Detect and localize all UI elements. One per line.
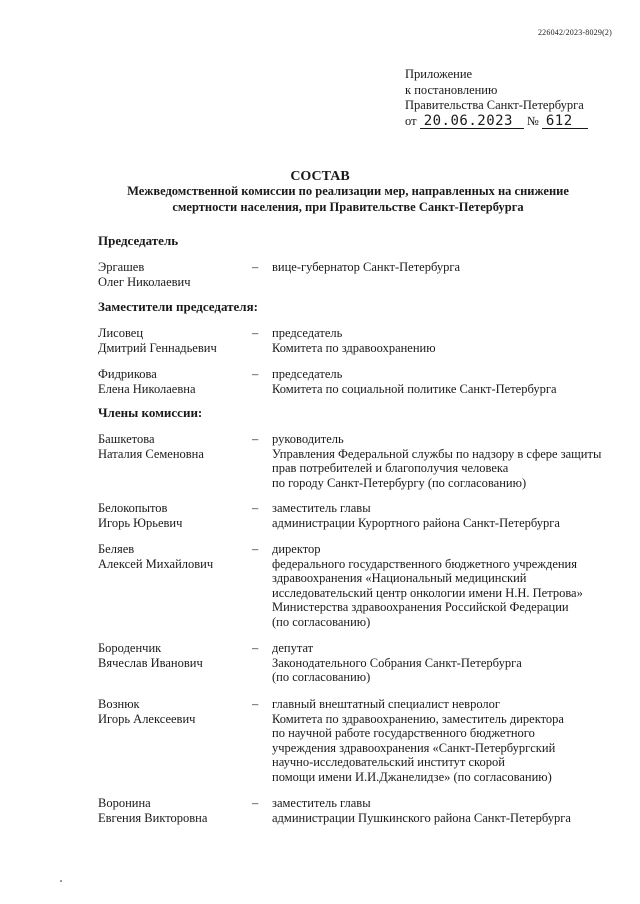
member-dash: – [252, 367, 259, 381]
position-line: главный внештатный специалист невролог [272, 697, 501, 711]
member-position [272, 260, 617, 275]
member-given-names: Игорь Алексеевич [98, 711, 196, 726]
member-position [272, 432, 617, 490]
position-line: председатель [272, 326, 343, 340]
member-surname: Башкетова [98, 432, 155, 446]
document-id: 226042/2023-8029(2) [537, 28, 612, 37]
appendix-line-2: к постановлению [405, 82, 498, 97]
member-given-names: Игорь Юрьевич [98, 515, 183, 530]
member-position [272, 641, 617, 685]
document-title: СОСТАВ [290, 169, 350, 184]
position-line: заместитель главы [272, 796, 371, 810]
member-surname: Вознюк [98, 697, 140, 711]
member-surname: Беляев [98, 542, 135, 556]
position-line: администрации Курортного района Санкт-Петербурга [272, 515, 560, 530]
position-line: Управления Федеральной службы по надзору в сфере защиты [272, 446, 602, 461]
member-name [98, 432, 204, 461]
member-name [98, 796, 207, 825]
member-position [272, 542, 617, 630]
position-line: помощи имени И.И.Джанелидзе» (по согласованию) [272, 769, 552, 784]
position-line: федерального государственного бюджетного учреждения [272, 556, 577, 571]
member-surname: Бороденчик [98, 641, 162, 655]
member-given-names: Алексей Михайлович [98, 556, 214, 571]
position-line: (по согласованию) [272, 614, 371, 629]
decree-number: 612 [542, 115, 588, 129]
member-position [272, 796, 617, 825]
appendix-date-line [405, 114, 588, 130]
member-dash: – [252, 260, 259, 274]
position-line: руководитель [272, 432, 344, 446]
position-line: (по согласованию) [272, 670, 371, 685]
member-position [272, 326, 617, 355]
position-line: Комитета по здравоохранению [272, 340, 436, 355]
member-name [98, 326, 217, 355]
position-line: Комитета по социальной политике Санкт-Петербурга [272, 381, 557, 396]
member-given-names: Евгения Викторовна [98, 810, 208, 825]
position-line: исследовательский центр онкологии имени Н.Н. Петрова» [272, 585, 583, 600]
member-dash: – [252, 542, 259, 556]
member-name [98, 367, 196, 396]
member-name [98, 641, 203, 670]
position-line: учреждения здравоохранения «Санкт-Петербургский [272, 740, 556, 755]
member-surname: Эргашев [98, 260, 145, 274]
section-deputies: Заместители председателя: [98, 299, 258, 314]
position-line: Комитета по здравоохранению, заместитель директора [272, 711, 564, 726]
member-surname: Лисовец [98, 326, 144, 340]
position-line: по городу Санкт-Петербургу (по согласованию) [272, 475, 527, 490]
member-surname: Фидрикова [98, 367, 157, 381]
position-line: Министерства здравоохранения Российской Федерации [272, 600, 569, 615]
section-chair: Председатель [98, 233, 179, 248]
member-given-names: Наталия Семеновна [98, 446, 204, 461]
decree-date: 20.06.2023 [420, 115, 524, 129]
position-line: депутат [272, 641, 314, 655]
date-prefix: от [405, 113, 417, 128]
member-name [98, 697, 195, 726]
member-name [98, 542, 213, 571]
member-name [98, 260, 191, 289]
member-given-names: Вячеслав Иванович [98, 655, 203, 670]
scan-speck [60, 880, 62, 882]
position-line: администрации Пушкинского района Санкт-Петербурга [272, 810, 571, 825]
document-subtitle: Межведомственной комиссии по реализации мер, направленных на снижение смертности населения, при Правительстве Санкт-Петербурга [127, 184, 569, 214]
number-prefix: № [526, 113, 539, 128]
position-line: заместитель главы [272, 501, 371, 515]
position-line: директор [272, 542, 321, 556]
member-name [98, 501, 182, 530]
member-position [272, 697, 617, 785]
position-line: прав потребителей и благополучия человека [272, 461, 509, 476]
member-dash: – [252, 326, 259, 340]
member-dash: – [252, 641, 259, 655]
member-position [272, 501, 617, 530]
member-given-names: Елена Николаевна [98, 381, 196, 396]
position-line: по научной работе государственного бюджетного [272, 726, 535, 741]
member-given-names: Олег Николаевич [98, 274, 191, 289]
position-line: здравоохранения «Национальный медицинский [272, 571, 527, 586]
member-dash: – [252, 501, 259, 515]
member-dash: – [252, 432, 259, 446]
member-given-names: Дмитрий Геннадьевич [98, 340, 217, 355]
position-line: Законодательного Собрания Санкт-Петербурга [272, 655, 522, 670]
position-line: научно-исследовательский институт скорой [272, 755, 505, 770]
appendix-line-1: Приложение [405, 67, 473, 81]
position-line: вице-губернатор Санкт-Петербурга [272, 260, 461, 274]
member-dash: – [252, 697, 259, 711]
member-surname: Воронина [98, 796, 151, 810]
appendix-block [405, 67, 588, 129]
appendix-line-3: Правительства Санкт-Петербурга [405, 98, 584, 112]
member-position [272, 367, 617, 396]
member-surname: Белокопытов [98, 501, 168, 515]
position-line: председатель [272, 367, 343, 381]
member-dash: – [252, 796, 259, 810]
section-members: Члены комиссии: [98, 405, 203, 420]
